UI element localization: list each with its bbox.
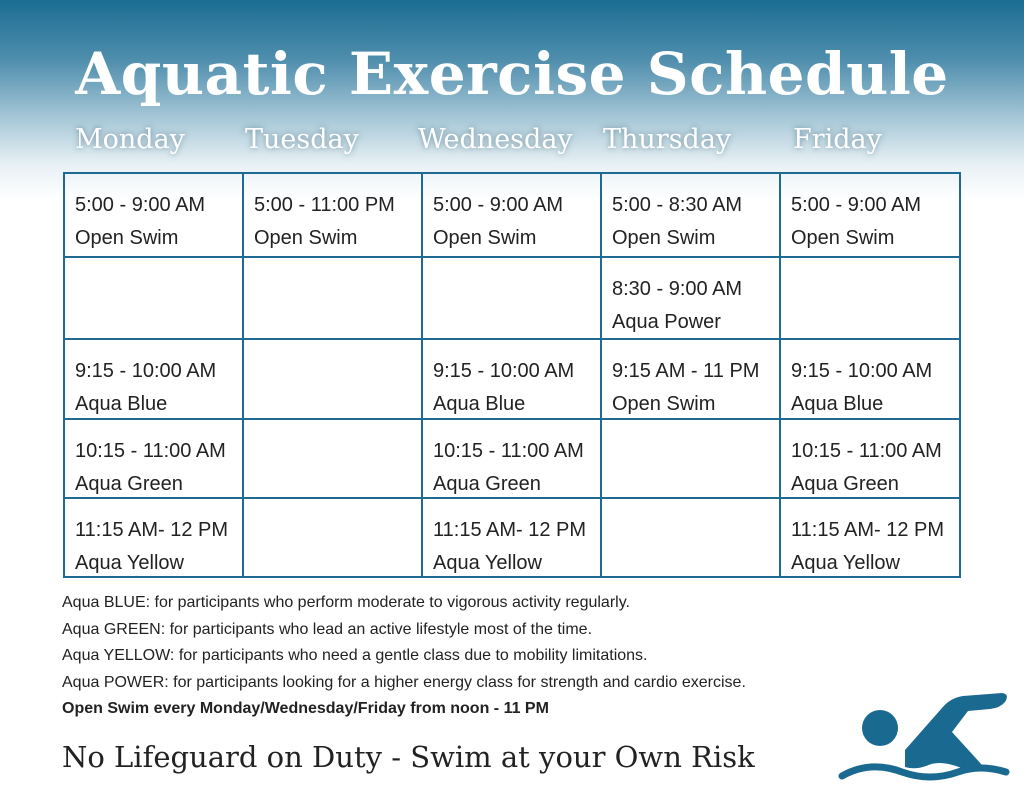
class-activity: Aqua Power bbox=[612, 311, 721, 333]
class-activity: Open Swim bbox=[791, 227, 895, 249]
class-activity: Open Swim bbox=[612, 227, 716, 249]
class-time: 11:15 AM- 12 PM bbox=[791, 519, 945, 541]
day-header-tuesday: Tuesday bbox=[245, 124, 359, 155]
note-aqua-yellow: Aqua YELLOW: for participants who need a gentle class due to mobility limitations. bbox=[62, 647, 648, 664]
class-activity: Aqua Green bbox=[433, 473, 541, 495]
class-activity: Aqua Green bbox=[791, 473, 899, 495]
page-title: Aquatic Exercise Schedule bbox=[75, 40, 949, 108]
swimmer-icon bbox=[830, 680, 1010, 788]
class-activity: Open Swim bbox=[254, 227, 358, 249]
class-activity: Aqua Yellow bbox=[433, 552, 542, 574]
class-time: 9:15 - 10:00 AM bbox=[791, 360, 933, 382]
class-time: 5:00 - 11:00 PM bbox=[254, 194, 395, 216]
schedule-cell-wednesday-2 bbox=[423, 258, 602, 340]
class-activity: Open Swim bbox=[433, 227, 537, 249]
class-time: 10:15 - 11:00 AM bbox=[75, 440, 226, 462]
class-time: 5:00 - 9:00 AM bbox=[791, 194, 922, 216]
day-header-wednesday: Wednesday bbox=[418, 124, 573, 155]
class-activity: Aqua Blue bbox=[791, 393, 884, 415]
schedule-cell-tuesday-1 bbox=[244, 174, 423, 258]
day-header-friday: Friday bbox=[793, 124, 882, 155]
schedule-cell-thursday-5 bbox=[602, 499, 781, 576]
class-time: 10:15 - 11:00 AM bbox=[791, 440, 942, 462]
schedule-cell-friday-1 bbox=[781, 174, 959, 258]
schedule-cell-thursday-4 bbox=[602, 420, 781, 499]
class-time: 5:00 - 9:00 AM bbox=[75, 194, 206, 216]
note-aqua-blue: Aqua BLUE: for participants who perform moderate to vigorous activity regularly. bbox=[62, 594, 630, 611]
schedule-cell-tuesday-3 bbox=[244, 340, 423, 420]
schedule-cell-tuesday-2 bbox=[244, 258, 423, 340]
schedule-cell-wednesday-1 bbox=[423, 174, 602, 258]
class-activity: Aqua Blue bbox=[75, 393, 168, 415]
class-time: 5:00 - 8:30 AM bbox=[612, 194, 743, 216]
class-activity: Aqua Yellow bbox=[791, 552, 900, 574]
schedule-cell-thursday-3 bbox=[602, 340, 781, 420]
footer-warning: No Lifeguard on Duty - Swim at your Own Risk bbox=[62, 740, 755, 774]
schedule-cell-thursday-1 bbox=[602, 174, 781, 258]
class-time: 5:00 - 9:00 AM bbox=[433, 194, 564, 216]
schedule-cell-monday-4 bbox=[65, 420, 244, 499]
class-time: 9:15 AM - 11 PM bbox=[612, 360, 760, 382]
schedule-cell-wednesday-4 bbox=[423, 420, 602, 499]
class-activity: Open Swim bbox=[612, 393, 716, 415]
schedule-cell-thursday-2 bbox=[602, 258, 781, 340]
schedule-cell-tuesday-4 bbox=[244, 420, 423, 499]
schedule-cell-monday-3 bbox=[65, 340, 244, 420]
class-time: 9:15 - 10:00 AM bbox=[433, 360, 575, 382]
class-descriptions bbox=[62, 590, 746, 723]
schedule-cell-wednesday-3 bbox=[423, 340, 602, 420]
schedule-cell-friday-3 bbox=[781, 340, 959, 420]
schedule-cell-wednesday-5 bbox=[423, 499, 602, 576]
schedule-cell-monday-5 bbox=[65, 499, 244, 576]
class-activity: Aqua Yellow bbox=[75, 552, 184, 574]
class-activity: Aqua Green bbox=[75, 473, 183, 495]
class-time: 11:15 AM- 12 PM bbox=[75, 519, 229, 541]
class-time: 10:15 - 11:00 AM bbox=[433, 440, 584, 462]
schedule-cell-monday-1 bbox=[65, 174, 244, 258]
class-time: 11:15 AM- 12 PM bbox=[433, 519, 587, 541]
day-header-thursday: Thursday bbox=[603, 124, 732, 155]
schedule-table bbox=[63, 172, 961, 578]
note-aqua-green: Aqua GREEN: for participants who lead an active lifestyle most of the time. bbox=[62, 620, 593, 638]
class-time: 8:30 - 9:00 AM bbox=[612, 278, 743, 300]
schedule-cell-friday-4 bbox=[781, 420, 959, 499]
day-header-monday: Monday bbox=[75, 124, 185, 155]
open-swim-note: Open Swim every Monday/Wednesday/Friday from noon - 11 PM bbox=[62, 700, 549, 717]
class-activity: Open Swim bbox=[75, 227, 179, 249]
class-time: 9:15 - 10:00 AM bbox=[75, 360, 217, 382]
schedule-cell-friday-2 bbox=[781, 258, 959, 340]
class-activity: Aqua Blue bbox=[433, 393, 526, 415]
schedule-cell-friday-5 bbox=[781, 499, 959, 576]
note-aqua-power: Aqua POWER: for participants looking for a higher energy class for strength and cardio exercise. bbox=[62, 673, 746, 691]
schedule-cell-tuesday-5 bbox=[244, 499, 423, 576]
schedule-cell-monday-2 bbox=[65, 258, 244, 340]
